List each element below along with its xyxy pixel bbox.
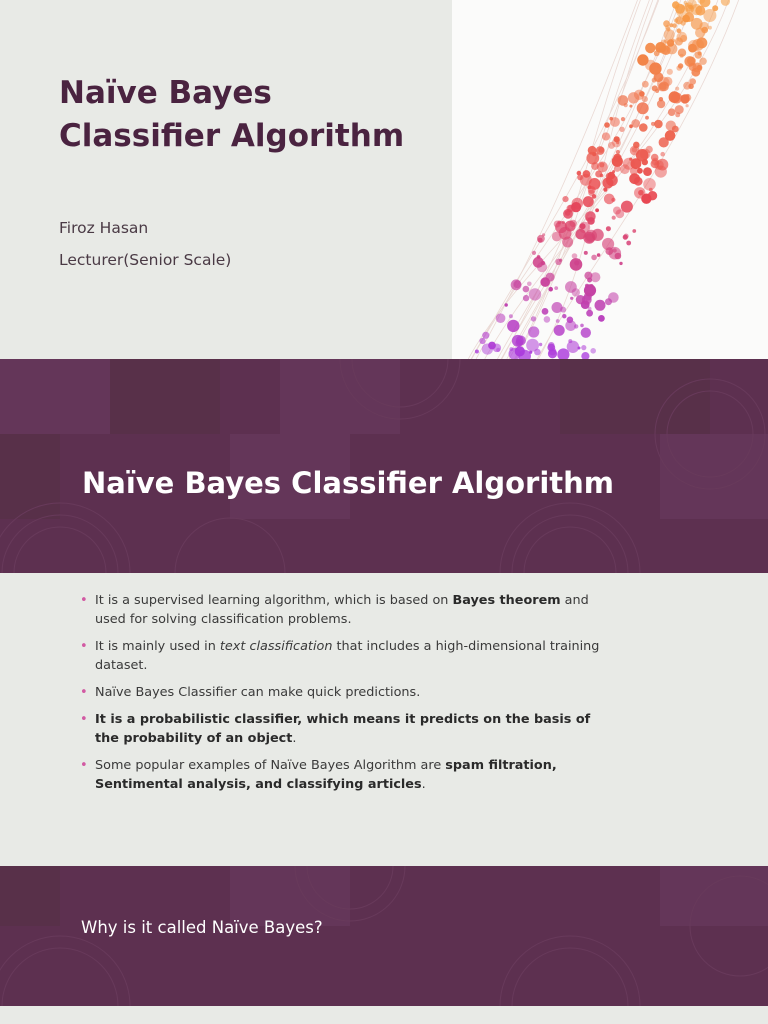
particle-dot [642, 81, 649, 88]
particle-dot [548, 287, 553, 292]
particle-dot [505, 303, 508, 306]
particle-dot [628, 92, 639, 103]
particle-dot [511, 279, 522, 290]
particle-dot [528, 326, 539, 337]
particle-dot [667, 69, 673, 75]
particle-dot [645, 116, 649, 120]
particle-dot [624, 234, 629, 239]
particle-dot [629, 105, 632, 108]
particle-dot [585, 234, 594, 243]
particle-dot [583, 170, 591, 178]
particle-dot [562, 314, 566, 318]
particle-dot [684, 1, 687, 4]
particle-dot [645, 60, 656, 71]
particle-dot [475, 350, 479, 354]
particle-dot [595, 300, 606, 311]
particle-dot [619, 127, 624, 132]
particle-dot [584, 272, 592, 280]
particle-dot [606, 173, 613, 180]
particle-dot [643, 167, 652, 176]
particle-dot [590, 348, 596, 354]
particle-dot [529, 288, 541, 300]
bullet-item: • It is a supervised learning algorithm, which is based on Bayes theorem and used for solving classification problems. [80, 591, 600, 629]
particle-dot [671, 93, 682, 104]
particle-dot [620, 164, 630, 174]
particle-dot [576, 295, 585, 304]
particle-dot [554, 325, 565, 336]
slide-title [59, 72, 439, 158]
particle-dot [656, 48, 660, 52]
particle-dot [672, 1, 679, 8]
particle-dot [672, 126, 679, 133]
particle-dot [605, 298, 612, 305]
author-name: Firoz Hasan [59, 219, 149, 237]
particle-dot [588, 307, 592, 311]
particle-dot [570, 258, 583, 271]
particle-dot [675, 105, 684, 114]
particle-dot [621, 117, 625, 121]
particle-dot [595, 208, 599, 212]
particle-dot [588, 146, 597, 155]
particle-dot [556, 319, 560, 323]
particle-dot [633, 142, 640, 149]
particle-dot [542, 308, 549, 315]
particle-dot [688, 44, 697, 53]
section-heading-slide [0, 359, 768, 573]
particle-dot [631, 119, 640, 128]
particle-dot [496, 313, 506, 323]
particle-dot [684, 94, 691, 101]
particle-dot [604, 194, 615, 205]
particle-dot [689, 78, 696, 85]
particle-dot [598, 147, 604, 153]
particle-dot [493, 344, 502, 353]
particle-dot [482, 332, 489, 339]
particle-dot [565, 281, 577, 293]
particle-dot [612, 138, 621, 147]
particle-dot [586, 310, 593, 317]
particle-dot [641, 194, 651, 204]
particle-dot [567, 205, 574, 212]
particle-dot [645, 43, 655, 53]
particle-dot [643, 178, 656, 191]
particle-dot [612, 216, 616, 220]
particle-dot [675, 112, 680, 117]
particle-dot [577, 171, 582, 176]
title-line-1: Naïve Bayes [59, 75, 272, 111]
particle-dot [555, 259, 561, 265]
particle-dot [672, 23, 677, 28]
particle-dot [659, 137, 669, 147]
particle-dot [618, 95, 629, 106]
particle-dot [606, 226, 611, 231]
particle-dot [610, 117, 620, 127]
bullet-slide [0, 573, 768, 866]
bullet-item: • It is mainly used in text classification that includes a high-dimensional training dataset. [80, 637, 600, 675]
particle-dot [537, 255, 541, 259]
particle-dot [562, 196, 568, 202]
particle-dot [605, 247, 613, 255]
author-role: Lecturer(Senior Scale) [59, 251, 232, 269]
particle-dot [479, 338, 485, 344]
bullet-item: • Naïve Bayes Classifier can make quick predictions. [80, 683, 600, 702]
particle-dot [646, 146, 653, 153]
bullet-list [80, 591, 600, 802]
particle-dot [602, 132, 610, 140]
particle-dot [654, 160, 664, 170]
particle-dot [590, 284, 593, 287]
particle-dot [615, 209, 624, 218]
bullet-item: • It is a probabilistic classifier, which means it predicts on the basis of the probability of an object. [80, 710, 600, 748]
title-line-2: Classifier Algorithm [59, 118, 405, 154]
particle-dot [527, 282, 532, 287]
particle-dot [584, 251, 588, 255]
title-slide [0, 0, 768, 359]
particle-dot [567, 341, 579, 353]
particle-dot [663, 20, 670, 27]
particle-dot [568, 339, 572, 343]
particle-dot [654, 120, 663, 129]
particle-dot [721, 0, 730, 6]
particle-dot [712, 5, 718, 11]
particle-dot [652, 78, 657, 83]
particle-dot [546, 273, 555, 282]
particle-dot [699, 22, 709, 32]
particle-dot [657, 77, 670, 90]
particle-dot [509, 314, 513, 318]
particle-dot [619, 262, 622, 265]
particle-dot [544, 316, 551, 323]
particle-dot [660, 152, 665, 157]
particle-dot [600, 174, 604, 178]
particle-dot [686, 104, 689, 107]
particle-dot [552, 302, 563, 313]
particle-dot [692, 63, 702, 73]
particle-stream-illustration [452, 0, 768, 359]
particle-dot [588, 186, 596, 194]
particle-dot [598, 315, 605, 322]
particle-dot [581, 345, 586, 350]
particle-dot [581, 352, 589, 359]
particle-dot [696, 37, 707, 48]
particle-dot [549, 348, 557, 356]
particle-dot [668, 108, 676, 116]
particle-dot [583, 196, 594, 207]
particle-dot [570, 297, 573, 300]
particle-dot [616, 150, 620, 154]
particle-dot [572, 253, 578, 259]
bullet-item: • Some popular examples of Naïve Bayes Algorithm are spam filtration, Sentimental analysis, and classifying articles. [80, 756, 600, 794]
particle-dot [562, 221, 565, 224]
question-heading: Why is it called Naïve Bayes? [81, 918, 323, 937]
particle-dot [677, 28, 682, 33]
particle-dot [639, 123, 648, 132]
particle-dot [516, 336, 526, 346]
particle-dot [532, 251, 536, 255]
particle-dot [597, 253, 601, 257]
particle-dot [639, 91, 645, 97]
particle-dot [676, 65, 682, 71]
particle-dot [638, 190, 644, 196]
particle-dot [565, 320, 576, 331]
particle-dot [526, 339, 539, 352]
particle-dot [632, 229, 636, 233]
particle-dot [664, 29, 675, 40]
particle-dot [537, 235, 545, 243]
particle-dot [613, 248, 617, 252]
particle-dot [637, 102, 649, 114]
section-heading: Naïve Bayes Classifier Algorithm [82, 466, 615, 500]
particle-dot [537, 262, 547, 272]
next-slide-edge [0, 1006, 768, 1024]
particle-dot [626, 241, 631, 246]
particle-dot [554, 286, 558, 290]
particle-dot [657, 100, 665, 108]
particle-dot [581, 328, 591, 338]
particle-dot [604, 122, 610, 128]
particle-dot [634, 177, 643, 186]
particle-dot [578, 347, 581, 350]
particle-dot [652, 85, 658, 91]
particle-dot [675, 37, 683, 45]
particle-dot [507, 320, 519, 332]
particle-dot [666, 43, 677, 54]
particle-dot [531, 316, 536, 321]
particle-dot [642, 96, 648, 102]
particle-dot [674, 18, 678, 22]
particle-dot [539, 343, 542, 346]
particle-dot [612, 156, 623, 167]
particle-dot [580, 324, 584, 328]
particle-dot [523, 295, 529, 301]
particle-dot [523, 286, 530, 293]
particle-dot [691, 4, 702, 15]
question-slide [0, 866, 768, 1006]
particle-dot [599, 162, 604, 167]
particle-dot [680, 54, 684, 58]
particle-dot [664, 39, 668, 43]
particle-dot [631, 158, 642, 169]
particle-dot [698, 51, 702, 55]
particle-dot [675, 87, 679, 91]
particle-dot [591, 255, 597, 261]
particle-dot [559, 227, 572, 240]
